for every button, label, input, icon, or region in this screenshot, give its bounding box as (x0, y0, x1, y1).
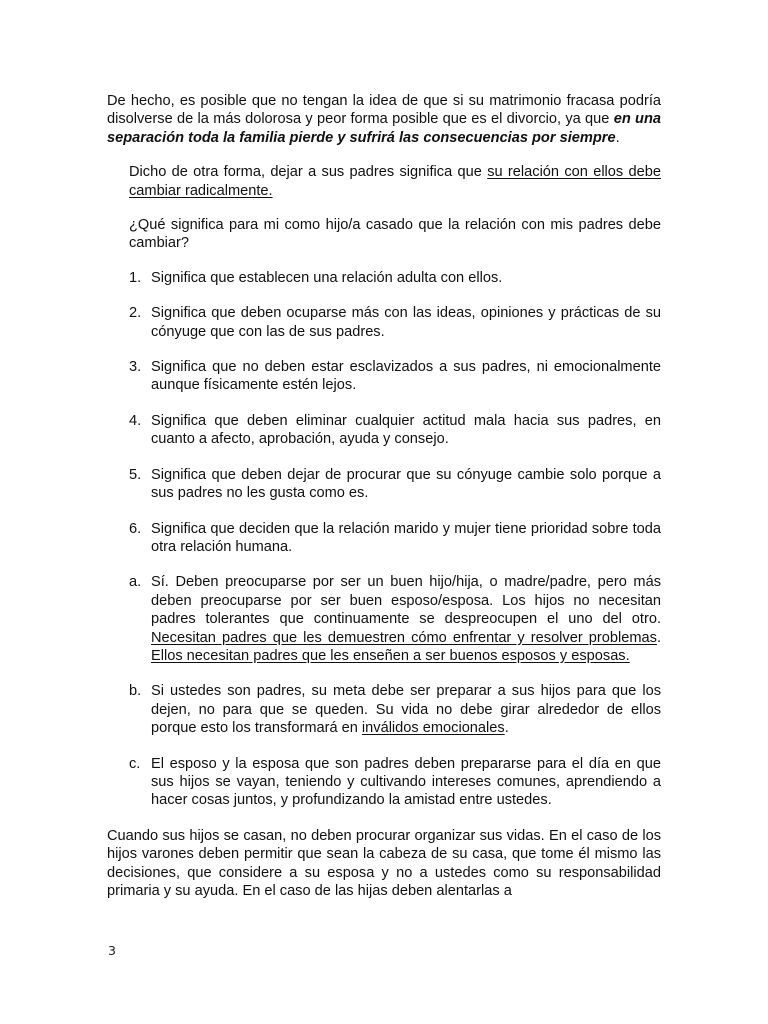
list-item (107, 304, 661, 341)
underlined-phrase: Necesitan padres que les demuestren cómo enfrentar y resolver problemas (151, 629, 657, 646)
intro-paragraph (107, 92, 661, 147)
list-item-text: Significa que establecen una relación adulta con ellos. (151, 269, 503, 286)
intro-emphasis: en una separación toda la familia pierde y sufrirá las consecuencias por siempre (107, 111, 662, 146)
document-page (107, 92, 661, 900)
list-item-text: Significa que no deben estar esclavizados a sus padres, ni emocionalmente aunque físicamente estén lejos. (151, 359, 661, 394)
list-marker: 2. (129, 305, 142, 322)
statement-paragraph (107, 163, 661, 200)
statement-text: Dicho de otra forma, dejar a sus padres significa que (129, 164, 488, 181)
list-item-text: Significa que deben eliminar cualquier actitud mala hacia sus padres, en cuanto a afecto, aprobación, ayuda y consejo. (151, 412, 661, 448)
list-item-text: . (504, 720, 509, 737)
list-item-text: Sí. Deben preocuparse por ser un buen hijo/hija, o madre/padre, pero más deben preocuparse por ser buen esposo/esposa. Los hijos no necesitan padres tolerantes que continuamente se despreocupen el uno del otro. (151, 574, 661, 628)
list-item (107, 412, 661, 449)
underlined-phrase: Ellos necesitan padres que les enseñen a ser buenos esposos y esposas. (151, 647, 630, 664)
list-marker: 5. (129, 466, 142, 483)
list-item-text: El esposo y la esposa que son padres deben prepararse para el día en que sus hijos se vayan, teniendo y cultivando intereses comunes, aprendiendo a hacer cosas juntos, y profundizando la amistad entre ustedes. (151, 755, 661, 809)
closing-paragraph: Cuando sus hijos se casan, no deben procurar organizar sus vidas. En el caso de los hijos varones deben permitir que sean la cabeza de su casa, que tome él mismo las decisiones, que considere a su esposa y no a ustedes como su responsabilidad primaria y su ayuda. En el caso de las hijas deben alentarlas a (107, 827, 661, 899)
list-item (107, 269, 661, 287)
intro-period: . (615, 129, 620, 146)
page-number: 3 (108, 943, 116, 958)
list-marker: 1. (129, 269, 142, 286)
list-marker: c. (129, 755, 141, 772)
statement-underlined: su relación con ellos debe cambiar radicalmente. (129, 164, 661, 199)
list-marker: a. (129, 574, 142, 591)
numbered-list (107, 269, 661, 556)
intro-text: De hecho, es posible que no tengan la idea de que si su matrimonio fracasa podría disolverse de la más dolorosa y peor forma posible que es el divorcio, ya que (107, 93, 661, 128)
list-item-text: . (656, 629, 661, 646)
list-marker: b. (129, 683, 142, 700)
list-item-text: Significa que deciden que la relación marido y mujer tiene prioridad sobre toda otra relación humana. (151, 520, 661, 555)
list-item (107, 466, 661, 503)
list-item (107, 573, 661, 665)
list-marker: 4. (129, 412, 142, 429)
list-item-text: Significa que deben ocuparse más con las ideas, opiniones y prácticas de su cónyuge que con las de sus padres. (151, 305, 661, 340)
question-paragraph: ¿Qué significa para mi como hijo/a casado que la relación con mis padres debe cambiar? (129, 217, 661, 252)
list-item (107, 520, 661, 557)
list-item (107, 358, 661, 395)
lettered-list (107, 573, 661, 809)
list-marker: 6. (129, 520, 142, 537)
list-item-text: Si ustedes son padres, su meta debe ser preparar a sus hijos para que los dejen, no para que se queden. Su vida no debe girar alrededor de ellos porque esto los transformará en (151, 683, 661, 737)
underlined-phrase: inválidos emocionales (361, 720, 505, 737)
list-marker: 3. (129, 359, 142, 376)
list-item-text: Significa que deben dejar de procurar que su cónyuge cambie solo porque a sus padres no les gusta como es. (151, 466, 661, 502)
list-item (107, 682, 661, 737)
list-item (107, 755, 661, 810)
